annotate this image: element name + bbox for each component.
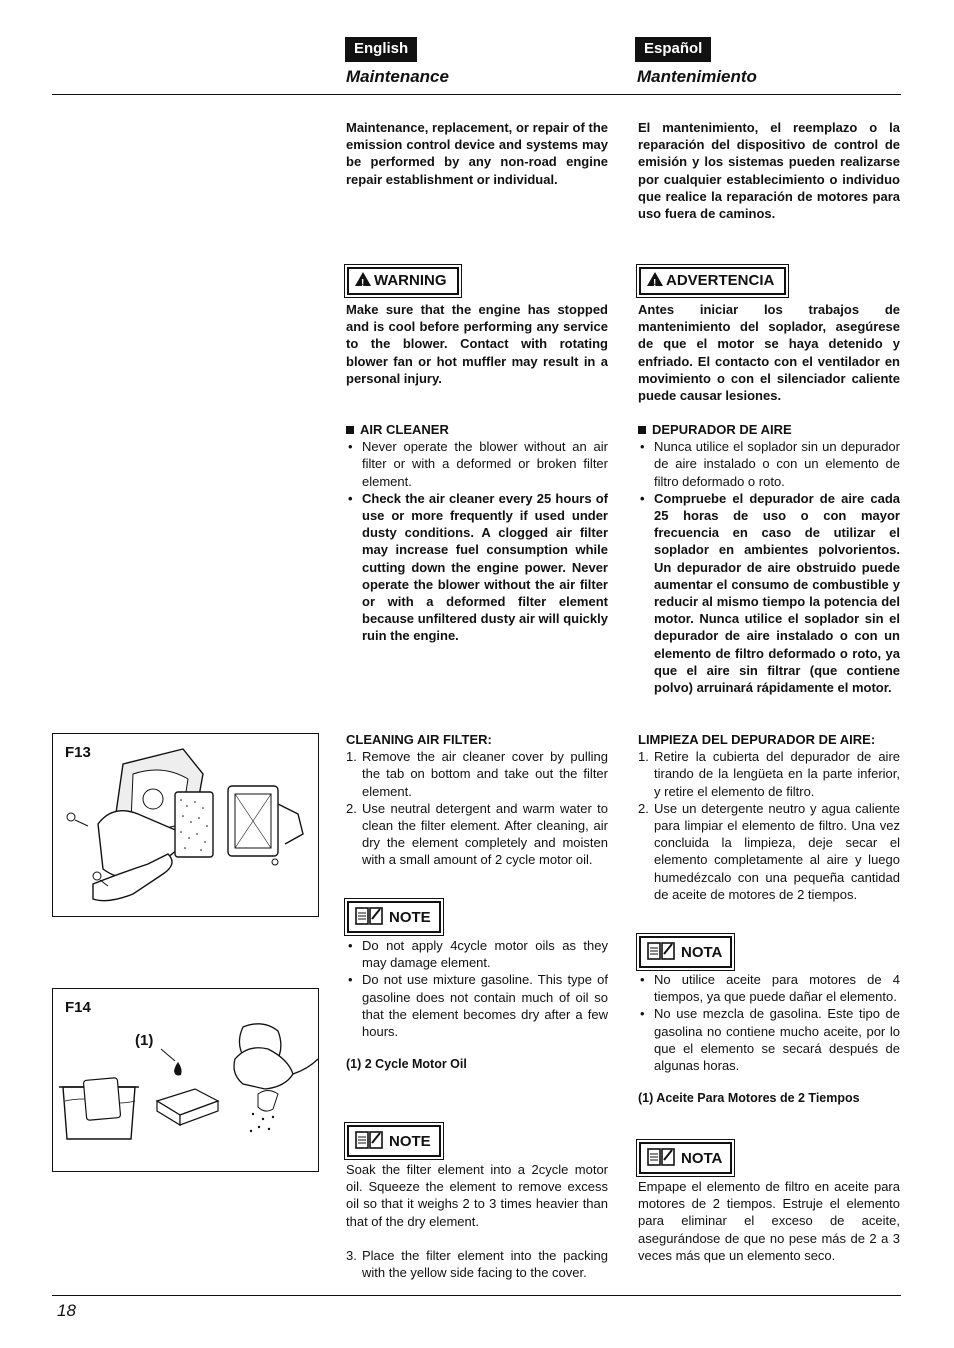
english-tab: English bbox=[345, 37, 417, 62]
figure-f13 bbox=[52, 733, 319, 917]
intro-en: Maintenance, replacement, or repair of the emission control device and systems may be performed by any non-road engine repair establishment or individual. bbox=[346, 120, 608, 187]
book-icon bbox=[647, 941, 675, 961]
list-item: 3. Place the filter element into the packing with the yellow side facing to the cover. bbox=[346, 1247, 608, 1281]
cleaning-en bbox=[346, 731, 608, 869]
air-cleaner-heading: DEPURADOR DE AIRE bbox=[638, 421, 900, 438]
square-bullet-icon bbox=[346, 426, 354, 434]
book-icon bbox=[355, 906, 383, 926]
list-item: • Check the air cleaner every 25 hours of use or more frequently if used under dusty conditions. A clogged air filter may increase fuel consumption while cutting down the engine power. Never operate the blower without the air filter or with a deformed filter element because unfiltered dusty air will quickly ruin the engine. bbox=[346, 490, 608, 645]
list-item: 1. Remove the air cleaner cover by pulling the tab on bottom and take out the filter element. bbox=[346, 749, 608, 799]
list-item: • Do not use mixture gasoline. This type of gasoline does not contain much of oil so that the element becomes dry after a few hours. bbox=[346, 971, 608, 1040]
note-box-es-2: NOTA bbox=[639, 1142, 732, 1174]
figure-label: F13 bbox=[65, 744, 91, 761]
filter-soaking-illustration bbox=[53, 989, 318, 1171]
list-item: 2. Use neutral detergent and warm water to clean the filter element. After cleaning, air dry the element completely and moisten with a small amount of 2 cycle motor oil. bbox=[346, 800, 608, 868]
warning-text-en: Make sure that the engine has stopped and is cool before performing any service to the blower. Contact with rotating blower fan or hot muffler may result in a personal injury. bbox=[346, 302, 608, 386]
list-item: • Compruebe el depurador de aire cada 25 horas de uso o con mayor frecuencia en caso de utilizar el soplador en ambientes polvorientos. Un depurador de aire obstruido puede aumentar el consumo de combustible y reducir al mismo tiempo la potencia del motor. Nunca utilice el soplador sin el depurador de aire instalado o con un elemento de filtro deformado o roto, ya que el aire sin filtrar (que contiene polvo) arruinará rápidamente el motor. bbox=[638, 490, 900, 696]
list-item: • Do not apply 4cycle motor oils as they may damage element. bbox=[346, 937, 608, 971]
callout-label: (1) bbox=[135, 1032, 154, 1049]
air-cleaner-heading: AIR CLEANER bbox=[346, 421, 608, 438]
warning-box-en: !WARNING bbox=[347, 267, 459, 295]
warning-box-es: !ADVERTENCIA bbox=[639, 267, 786, 295]
note-box-en-2: NOTE bbox=[347, 1125, 441, 1157]
list-item: • Nunca utilice el soplador sin un depurador de aire instalado o con un elemento de filtro deformado o roto. bbox=[638, 438, 900, 490]
book-icon bbox=[355, 1130, 383, 1150]
warning-icon bbox=[355, 272, 371, 286]
warning-text-es: Antes iniciar los trabajos de mantenimiento del soplador, asegúrese de que el motor se haya detenido y enfriado. El contacto con el ventilador en movimiento o con el silenciador caliente puede causar lesiones. bbox=[638, 302, 900, 404]
air-cleaner-es bbox=[638, 421, 900, 696]
warning-icon bbox=[647, 272, 663, 286]
square-bullet-icon bbox=[638, 426, 646, 434]
book-icon bbox=[647, 1147, 675, 1167]
page-number: 18 bbox=[57, 1301, 76, 1320]
section-title-es: Mantenimiento bbox=[637, 67, 757, 86]
list-item: 2. Use un detergente neutro y agua caliente para limpiar el elemento de filtro. Una vez concluida la limpieza, deje secar el elemento completamente al aire y luego humedézcalo con una pequeña cantidad de aceite de motores de 2 tiempos. bbox=[638, 800, 900, 902]
oil-caption-en: (1) 2 Cycle Motor Oil bbox=[346, 1057, 467, 1072]
section-title-en: Maintenance bbox=[346, 67, 449, 86]
note1-en bbox=[346, 937, 608, 1073]
note2-en: Soak the filter element into a 2cycle motor oil. Squeeze the element to remove excess oil so that it weighs 2 to 3 times heavier than that of the dry element. 3. Place the filter element into the packing with the yellow side facing to the cover. bbox=[346, 1162, 608, 1281]
list-item: • Never operate the blower without an air filter or with a deformed or broken filter element. bbox=[346, 438, 608, 490]
intro-es: El mantenimiento, el reemplazo o la reparación del dispositivo de control de emisión y los sistemas pueden realizarse por cualquier establecimiento o individuo que realice la reparación de motores para uso fuera de caminos. bbox=[638, 120, 900, 222]
list-item: • No utilice aceite para motores de 4 tiempos, ya que puede dañar el elemento. bbox=[638, 971, 900, 1005]
note-box-en-1: NOTE bbox=[347, 901, 441, 933]
air-filter-removal-illustration bbox=[53, 734, 318, 916]
note2-es: Empape el elemento de filtro en aceite para motores de 2 tiempos. Estruje el elemento para eliminar el exceso de aceite, asegurándose de que no pese más de 2 a 3 veces más que un elemento seco. bbox=[638, 1179, 900, 1263]
cleaning-heading: LIMPIEZA DEL DEPURADOR DE AIRE: bbox=[638, 732, 876, 747]
footer-rule bbox=[52, 1295, 901, 1296]
cleaning-heading: CLEANING AIR FILTER: bbox=[346, 732, 492, 747]
air-cleaner-en bbox=[346, 421, 608, 645]
list-item: • No use mezcla de gasolina. Este tipo de gasolina no contiene mucho aceite, por lo que el elemento se secará después de algunas horas. bbox=[638, 1005, 900, 1074]
figure-label: F14 bbox=[65, 999, 91, 1016]
note-box-es-1: NOTA bbox=[639, 936, 732, 968]
cleaning-es bbox=[638, 731, 900, 903]
list-item: 1. Retire la cubierta del depurador de aire tirando de la lengüeta en la parte inferior, y retire el elemento de filtro. bbox=[638, 749, 900, 799]
oil-caption-es: (1) Aceite Para Motores de 2 Tiempos bbox=[638, 1091, 860, 1106]
figure-f14 bbox=[52, 988, 319, 1172]
header-rule bbox=[52, 94, 901, 95]
note1-es bbox=[638, 971, 900, 1107]
spanish-tab: Español bbox=[635, 37, 711, 62]
